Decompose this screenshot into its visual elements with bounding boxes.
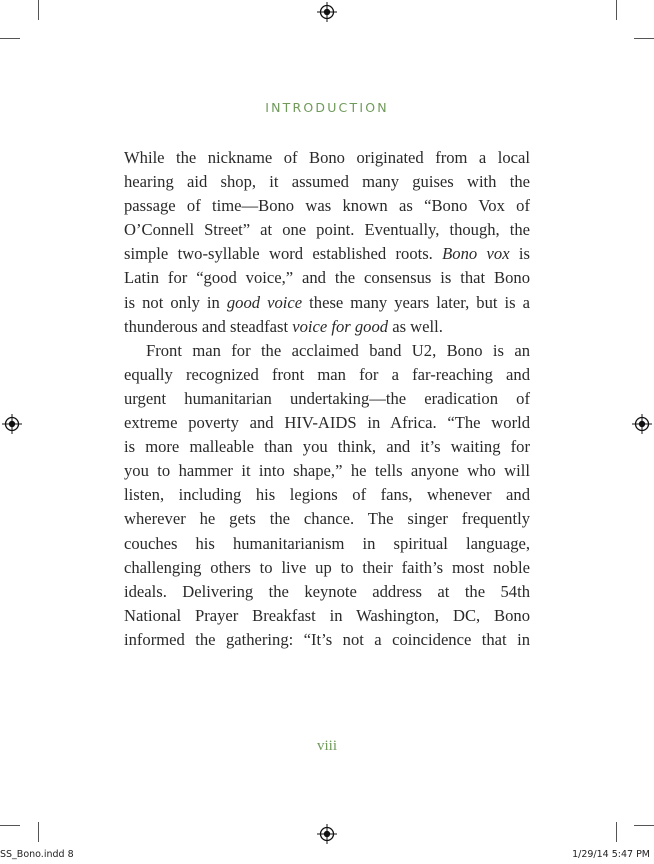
crop-mark-icon <box>634 38 654 39</box>
registration-mark-icon <box>317 2 337 22</box>
italic-phrase: good voice <box>226 292 303 312</box>
crop-mark-icon <box>38 0 39 20</box>
body-text <box>124 146 530 652</box>
crop-mark-icon <box>0 825 20 826</box>
date-slug: 1/29/14 5:47 PM <box>572 849 650 860</box>
text-line: you to hammer it into shape,” he tells anyone who will <box>124 461 530 481</box>
crop-mark-icon <box>38 822 39 842</box>
page-number: viii <box>316 738 337 754</box>
text-line: wherever he gets the chance. The singer frequently <box>124 509 530 529</box>
text-line: hearing aid shop, it assumed many guises with the <box>124 172 530 192</box>
text-line: extreme poverty and HIV-AIDS in Africa. “The world <box>124 413 530 433</box>
text-line: equally recognized front man for a far-reaching and <box>124 364 530 384</box>
registration-mark-icon <box>317 824 337 844</box>
italic-phrase: Bono vox <box>442 244 510 264</box>
registration-mark-icon <box>2 414 22 434</box>
crop-mark-icon <box>616 822 617 842</box>
crop-mark-icon <box>0 38 20 39</box>
text-line: is not only in good voice these many years later, but is a <box>124 292 531 312</box>
italic-phrase: voice for good <box>292 316 389 336</box>
text-line: Latin for “good voice,” and the consensus is that Bono <box>124 268 530 288</box>
file-slug: SS_Bono.indd 8 <box>0 849 74 860</box>
text-line: National Prayer Breakfast in Washington, DC, Bono <box>124 605 530 625</box>
crop-mark-icon <box>616 0 617 20</box>
registration-mark-icon <box>632 414 652 434</box>
text-line: challenging others to live up to their faith’s most noble <box>124 557 530 577</box>
text-line: O’Connell Street” at one point. Eventually, though, the <box>124 220 530 240</box>
text-line: ideals. Delivering the keynote address at the 54th <box>124 581 530 601</box>
text-line: listen, including his legions of fans, whenever and <box>124 485 530 505</box>
running-head: INTRODUCTION <box>265 100 389 115</box>
text-line: is more malleable than you think, and it’s waiting for <box>124 437 530 457</box>
text-line: simple two-syllable word established roots. Bono vox is <box>124 244 530 264</box>
text-line: passage of time—Bono was known as “Bono Vox of <box>124 196 530 216</box>
text-line: informed the gathering: “It’s not a coincidence that in <box>124 629 530 649</box>
text-line: Front man for the acclaimed band U2, Bono is an <box>146 340 530 360</box>
text-line: urgent humanitarian undertaking—the eradication of <box>124 388 530 408</box>
text-line: couches his humanitarianism in spiritual language, <box>124 533 530 553</box>
text-line: While the nickname of Bono originated from a local <box>124 148 530 167</box>
text-line: thunderous and steadfast voice for good as well. <box>124 316 443 336</box>
crop-mark-icon <box>634 825 654 826</box>
